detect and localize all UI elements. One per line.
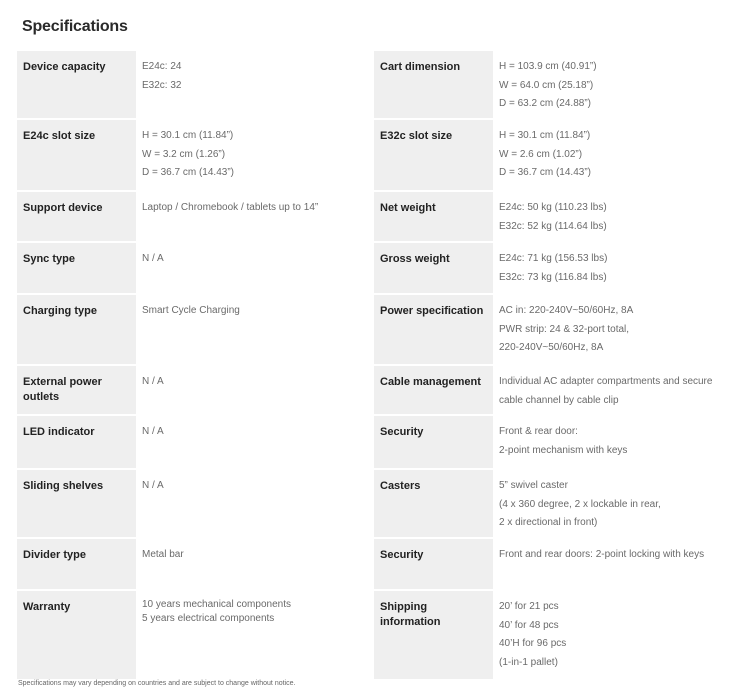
- spec-label-left: E24c slot size: [17, 120, 136, 190]
- spec-label-left: Divider type: [17, 539, 136, 589]
- spec-value-line: 40’H for 96 pcs: [499, 638, 567, 649]
- spec-value-line: N / A: [142, 376, 164, 387]
- spec-value-line: 2-point mechanism with keys: [499, 444, 628, 456]
- spec-row: [17, 51, 733, 118]
- spec-label-left: Sliding shelves: [17, 470, 136, 537]
- footnote: Specifications may vary depending on countries and are subject to change without notice.: [18, 680, 296, 687]
- spec-value-line: H = 30.1 cm (11.84”): [142, 130, 234, 141]
- spec-value-left: [136, 416, 374, 468]
- spec-value-left: [136, 295, 374, 364]
- spec-row: [17, 120, 733, 190]
- spec-value-line: D = 36.7 cm (14.43”): [499, 167, 591, 178]
- spec-value-right: [493, 591, 733, 679]
- spec-value-line: W = 3.2 cm (1.26”): [142, 148, 226, 160]
- spec-value-right: [493, 243, 733, 293]
- spec-value-line: E24c: 50 kg (110.23 lbs): [499, 202, 607, 213]
- spec-value-line: E32c: 73 kg (116.84 lbs): [499, 271, 607, 283]
- spec-value-right: [493, 120, 733, 190]
- spec-row: [17, 192, 733, 241]
- spec-value-line: N / A: [142, 426, 164, 437]
- spec-label-right: Power specification: [374, 295, 493, 364]
- spec-table: [17, 51, 733, 681]
- spec-value-line: Front & rear door:: [499, 426, 578, 437]
- spec-label-left: Support device: [17, 192, 136, 241]
- spec-value-line: E32c: 52 kg (114.64 lbs): [499, 220, 607, 232]
- spec-label-right: Net weight: [374, 192, 493, 241]
- spec-value-right: [493, 470, 733, 537]
- spec-value-line: D = 36.7 cm (14.43”): [142, 167, 234, 178]
- spec-value-left: [136, 470, 374, 537]
- spec-value-line: N / A: [142, 253, 164, 264]
- spec-value-right: [493, 192, 733, 241]
- spec-label-right: Cart dimension: [374, 51, 493, 118]
- spec-row: [17, 591, 733, 679]
- spec-value-right: [493, 366, 733, 414]
- spec-value-line: 5” swivel caster: [499, 480, 568, 491]
- spec-value-line: Smart Cycle Charging: [142, 305, 240, 316]
- spec-value-line: D = 63.2 cm (24.88”): [499, 98, 591, 109]
- spec-value-line: Individual AC adapter compartments and secure: [499, 376, 713, 387]
- spec-value-line: E32c: 32: [142, 79, 182, 91]
- spec-value-line: H = 30.1 cm (11.84”): [499, 130, 591, 141]
- spec-value-line: 40’ for 48 pcs: [499, 619, 559, 631]
- spec-row: [17, 539, 733, 589]
- spec-label-left: External power outlets: [17, 366, 136, 414]
- spec-label-right: Cable management: [374, 366, 493, 414]
- spec-value-line: Metal bar: [142, 549, 184, 560]
- spec-value-right: [493, 295, 733, 364]
- spec-value-right: [493, 51, 733, 118]
- spec-label-right: Shipping information: [374, 591, 493, 679]
- spec-value-left: [136, 366, 374, 414]
- spec-value-left: [136, 591, 374, 679]
- spec-label-right: Security: [374, 539, 493, 589]
- spec-value-left: [136, 51, 374, 118]
- spec-row: [17, 470, 733, 537]
- spec-label-left: LED indicator: [17, 416, 136, 468]
- spec-row: [17, 416, 733, 468]
- spec-value-line: 5 years electrical components: [142, 613, 275, 624]
- spec-value-line: AC in: 220-240V~50/60Hz, 8A: [499, 305, 634, 316]
- spec-value-left: [136, 120, 374, 190]
- spec-value-line: 220-240V~50/60Hz, 8A: [499, 342, 604, 353]
- spec-label-left: Device capacity: [17, 51, 136, 118]
- spec-label-right: Casters: [374, 470, 493, 537]
- spec-value-right: [493, 539, 733, 589]
- spec-label-right: E32c slot size: [374, 120, 493, 190]
- spec-label-left: Charging type: [17, 295, 136, 364]
- spec-value-line: W = 2.6 cm (1.02”): [499, 148, 583, 160]
- spec-value-line: E24c: 24: [142, 61, 182, 72]
- spec-value-left: [136, 539, 374, 589]
- spec-value-line: Laptop / Chromebook / tablets up to 14”: [142, 202, 319, 213]
- spec-value-left: [136, 192, 374, 241]
- spec-value-line: W = 64.0 cm (25.18”): [499, 79, 594, 91]
- spec-value-line: PWR strip: 24 & 32-port total,: [499, 323, 630, 335]
- spec-value-line: 20’ for 21 pcs: [499, 601, 559, 612]
- spec-row: [17, 366, 733, 414]
- spec-value-left: [136, 243, 374, 293]
- spec-label-right: Security: [374, 416, 493, 468]
- spec-value-line: H = 103.9 cm (40.91”): [499, 61, 597, 72]
- spec-value-right: [493, 416, 733, 468]
- spec-row: [17, 243, 733, 293]
- spec-value-line: E24c: 71 kg (156.53 lbs): [499, 253, 608, 264]
- spec-value-line: cable channel by cable clip: [499, 394, 619, 406]
- spec-value-line: (1-in-1 pallet): [499, 656, 558, 668]
- spec-value-line: 2 x directional in front): [499, 517, 598, 528]
- spec-row: [17, 295, 733, 364]
- spec-value-line: 10 years mechanical components: [142, 599, 291, 610]
- spec-label-left: Warranty: [17, 591, 136, 679]
- spec-label-right: Gross weight: [374, 243, 493, 293]
- page-title: Specifications: [22, 18, 128, 35]
- spec-value-line: (4 x 360 degree, 2 x lockable in rear,: [499, 498, 661, 510]
- spec-value-line: N / A: [142, 480, 164, 491]
- spec-label-left: Sync type: [17, 243, 136, 293]
- spec-value-line: Front and rear doors: 2-point locking with keys: [499, 549, 705, 560]
